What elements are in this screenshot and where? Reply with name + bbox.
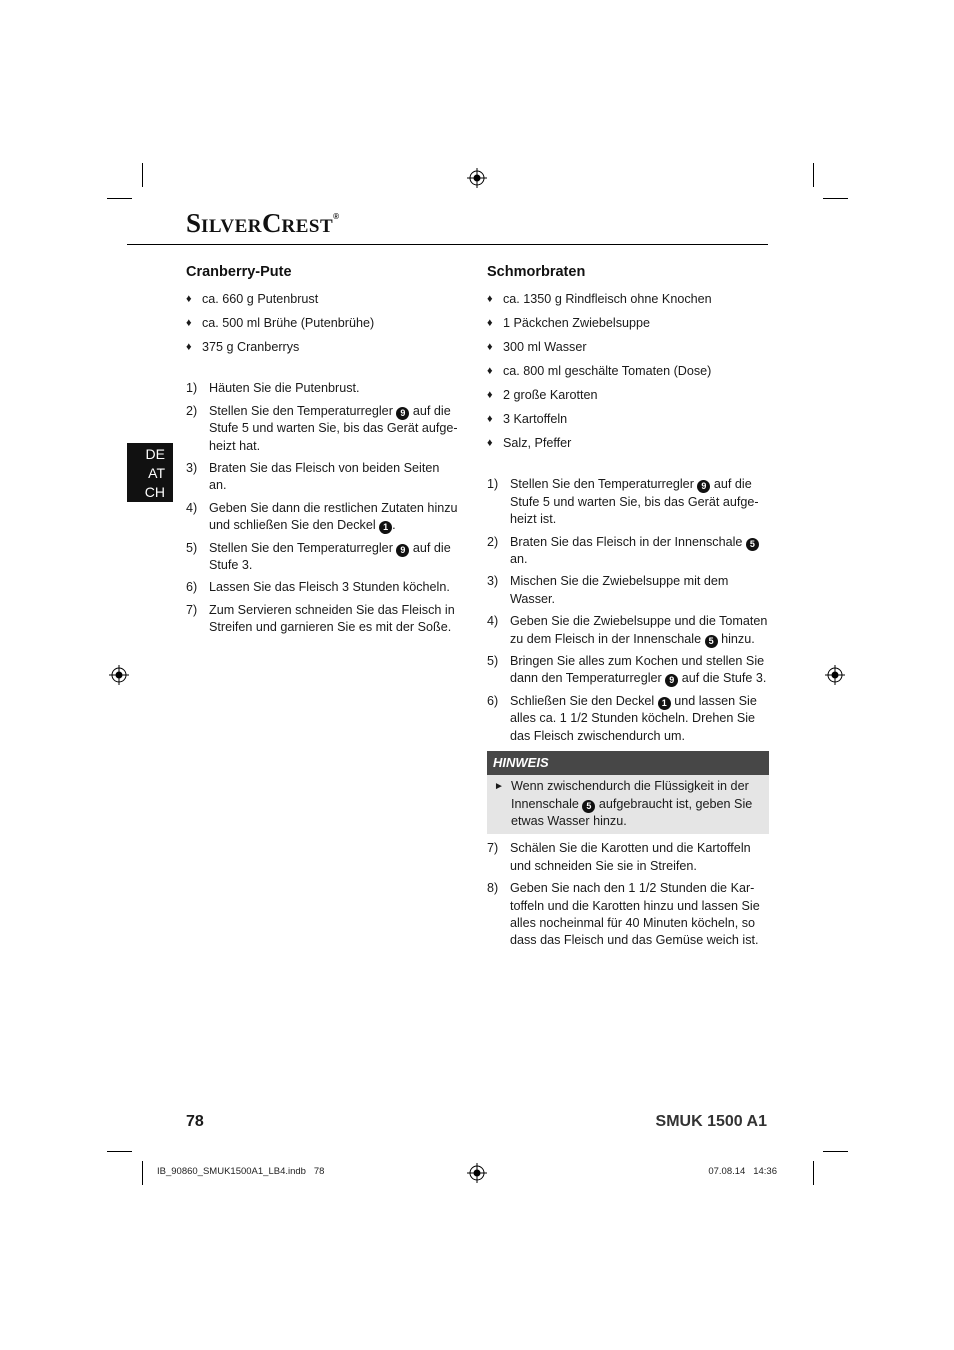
ingredient-item <box>487 387 769 404</box>
step-number: 2) <box>186 403 198 418</box>
step-number: 2) <box>487 534 499 549</box>
step-text <box>209 603 455 634</box>
ingredient-text: Salz, Pfeffer <box>503 436 572 451</box>
step-item <box>186 579 458 596</box>
recipe-cranberry-pute <box>186 264 458 642</box>
diamond-bullet-icon: ♦ <box>186 341 192 354</box>
note-body <box>487 775 769 834</box>
text-segment: auf die Stufe 5 und warten Sie, bis das Gerät aufge-heizt hat. <box>209 403 458 453</box>
registration-mark-icon <box>467 168 487 188</box>
crop-mark <box>813 163 814 187</box>
step-number: 7) <box>186 602 198 617</box>
note-box <box>487 751 769 834</box>
step-text <box>510 574 728 605</box>
ingredient-text: 3 Kartoffeln <box>503 412 568 427</box>
note-text <box>511 779 752 828</box>
step-text <box>510 841 751 872</box>
text-segment: Stellen Sie den Temperaturregler <box>209 540 397 555</box>
step-item <box>186 500 458 535</box>
step-text <box>510 694 757 743</box>
text-segment: hinzu. <box>717 631 755 646</box>
model-name: SMUK 1500 A1 <box>655 1113 767 1130</box>
crop-mark <box>107 1151 132 1152</box>
step-number: 5) <box>487 654 499 669</box>
step-text <box>510 535 759 566</box>
text-segment: Wenn zwischendurch die Flüssigkeit in der Innenschale <box>511 779 749 811</box>
diamond-bullet-icon: ♦ <box>186 317 192 330</box>
crop-mark <box>823 1151 848 1152</box>
ingredient-item <box>186 291 458 308</box>
crop-mark <box>142 163 143 187</box>
diamond-bullet-icon: ♦ <box>487 365 493 378</box>
ingredient-text: ca. 660 g Putenbrust <box>202 292 319 307</box>
part-reference-number: 1 <box>379 521 392 534</box>
ingredient-list <box>487 291 769 452</box>
step-number: 6) <box>487 693 499 708</box>
ingredient-item <box>487 315 769 332</box>
step-number: 4) <box>487 614 499 629</box>
language-code: AT <box>148 465 165 481</box>
step-number: 8) <box>487 881 499 896</box>
step-text <box>510 881 760 947</box>
diamond-bullet-icon: ♦ <box>487 341 493 354</box>
text-segment: Zum Servieren schneiden Sie das Fleisch in Streifen und garnieren Sie es mit der Soße. <box>209 602 455 635</box>
step-item <box>186 540 458 575</box>
step-item <box>487 476 769 528</box>
registration-mark-icon <box>109 665 129 685</box>
step-number: 1) <box>186 381 198 396</box>
step-text <box>209 461 439 492</box>
crop-mark <box>813 1161 814 1185</box>
crop-mark <box>823 198 848 199</box>
ingredient-text: ca. 800 ml geschälte Tomaten (Dose) <box>503 364 712 379</box>
note-heading: HINWEIS <box>487 751 769 775</box>
registration-mark-icon <box>825 665 845 685</box>
text-segment: Braten Sie das Fleisch in der Innenschale <box>510 534 746 549</box>
step-text <box>209 381 360 395</box>
part-reference-number: 1 <box>658 697 671 710</box>
step-number: 6) <box>186 580 198 595</box>
step-number: 5) <box>186 540 198 555</box>
crop-mark <box>107 198 132 199</box>
text-segment: auf die Stufe 3. <box>209 540 451 573</box>
diamond-bullet-icon: ♦ <box>487 389 493 402</box>
step-item <box>487 693 769 745</box>
text-segment: Geben Sie die Zwiebelsuppe und die Tomaten zu dem Fleisch in der Innenschale <box>510 614 768 646</box>
text-segment: Stellen Sie den Temperaturregler <box>510 477 698 492</box>
print-slug-file: IB_90860_SMUK1500A1_LB4.indb 78 <box>157 1166 325 1177</box>
diamond-bullet-icon: ♦ <box>487 413 493 426</box>
brand-logo: SILVERCREST® <box>186 208 340 238</box>
diamond-bullet-icon: ♦ <box>186 293 192 306</box>
step-item <box>487 573 769 608</box>
step-item <box>487 534 769 569</box>
recipe-title: Cranberry-Pute <box>186 264 292 280</box>
step-item <box>186 403 458 455</box>
print-slug-datetime: 07.08.14 14:36 <box>708 1166 777 1177</box>
text-segment: Schließen Sie den Deckel <box>510 693 658 708</box>
ingredient-item <box>487 411 769 428</box>
step-list <box>186 380 458 636</box>
ingredient-text: 375 g Cranberrys <box>202 340 300 355</box>
part-reference-number: 9 <box>396 544 409 557</box>
part-reference-number: 9 <box>396 407 409 420</box>
ingredient-list <box>186 291 458 356</box>
text-segment: Geben Sie dann die restlichen Zutaten hinzu und schließen Sie den Deckel <box>209 500 458 533</box>
text-segment: aufgebraucht ist, geben Sie etwas Wasser hinzu. <box>511 796 753 828</box>
step-item <box>487 880 769 950</box>
text-segment: auf die Stufe 3. <box>678 671 767 686</box>
part-reference-number: 5 <box>746 538 759 551</box>
part-reference-number: 9 <box>697 480 710 493</box>
step-text <box>209 580 450 594</box>
text-segment: Lassen Sie das Fleisch 3 Stunden köcheln. <box>209 580 450 595</box>
language-code: DE <box>145 446 165 462</box>
text-segment: . <box>392 518 396 533</box>
page-number: 78 <box>186 1113 204 1130</box>
registration-mark-icon <box>467 1163 487 1183</box>
ingredient-item <box>487 339 769 356</box>
arrow-right-icon: ► <box>494 781 504 793</box>
ingredient-text: 1 Päckchen Zwiebelsuppe <box>503 316 651 331</box>
text-segment: Geben Sie nach den 1 1/2 Stunden die Kar-toffeln und die Karotten hinzu und lassen Sie alles nocheinmal für 40 Minuten köcheln, so dass das Fleisch und das Gemüse weich ist. <box>510 881 760 948</box>
step-item <box>186 602 458 637</box>
text-segment: auf die Stufe 5 und warten Sie, bis das Gerät aufge-heizt ist. <box>510 477 759 527</box>
text-segment: Häuten Sie die Putenbrust. <box>209 381 360 396</box>
step-text <box>209 404 458 453</box>
diamond-bullet-icon: ♦ <box>487 317 493 330</box>
part-reference-number: 9 <box>665 674 678 687</box>
recipe-schmorbraten <box>487 264 769 955</box>
step-number: 3) <box>186 461 198 476</box>
text-segment: Stellen Sie den Temperaturregler <box>209 403 397 418</box>
step-number: 1) <box>487 477 499 492</box>
text-segment: Schälen Sie die Karotten und die Kartoffeln und schneiden Sie sie in Streifen. <box>510 841 751 873</box>
ingredient-item <box>487 363 769 380</box>
ingredient-text: 2 große Karotten <box>503 388 598 403</box>
ingredient-item <box>186 315 458 332</box>
diamond-bullet-icon: ♦ <box>487 437 493 450</box>
text-segment: Bringen Sie alles zum Kochen und stellen Sie dann den Temperaturregler <box>510 654 765 686</box>
step-text <box>510 654 766 685</box>
part-reference-number: 5 <box>582 800 595 813</box>
diamond-bullet-icon: ♦ <box>487 293 493 306</box>
ingredient-text: 300 ml Wasser <box>503 340 587 355</box>
step-item <box>186 380 458 397</box>
ingredient-item <box>186 339 458 356</box>
header-divider <box>127 244 768 245</box>
step-item <box>487 840 769 875</box>
step-number: 4) <box>186 500 198 515</box>
part-reference-number: 5 <box>705 635 718 648</box>
language-code: CH <box>144 484 165 500</box>
ingredient-text: ca. 500 ml Brühe (Putenbrühe) <box>202 316 375 331</box>
text-segment: und lassen Sie alles ca. 1 1/2 Stunden köcheln. Drehen Sie das Fleisch zwischendurch um. <box>510 693 757 743</box>
step-text <box>510 614 767 645</box>
crop-mark <box>142 1161 143 1185</box>
step-list <box>487 840 769 949</box>
step-item <box>186 460 458 495</box>
step-text <box>209 541 451 572</box>
step-number: 7) <box>487 841 499 856</box>
step-list <box>487 476 769 745</box>
text-segment: Braten Sie das Fleisch von beiden Seiten an. <box>209 461 440 493</box>
ingredient-item <box>487 435 769 452</box>
step-text <box>510 477 759 526</box>
step-item <box>487 653 769 688</box>
text-segment: Mischen Sie die Zwiebelsuppe mit dem Wasser. <box>510 574 729 606</box>
step-text <box>209 501 458 532</box>
recipe-title: Schmorbraten <box>487 264 586 280</box>
ingredient-text: ca. 1350 g Rindfleisch ohne Knochen <box>503 292 712 307</box>
step-item <box>487 613 769 648</box>
language-tab <box>127 443 173 502</box>
text-segment: an. <box>510 552 528 567</box>
ingredient-item <box>487 291 769 308</box>
step-number: 3) <box>487 574 499 589</box>
